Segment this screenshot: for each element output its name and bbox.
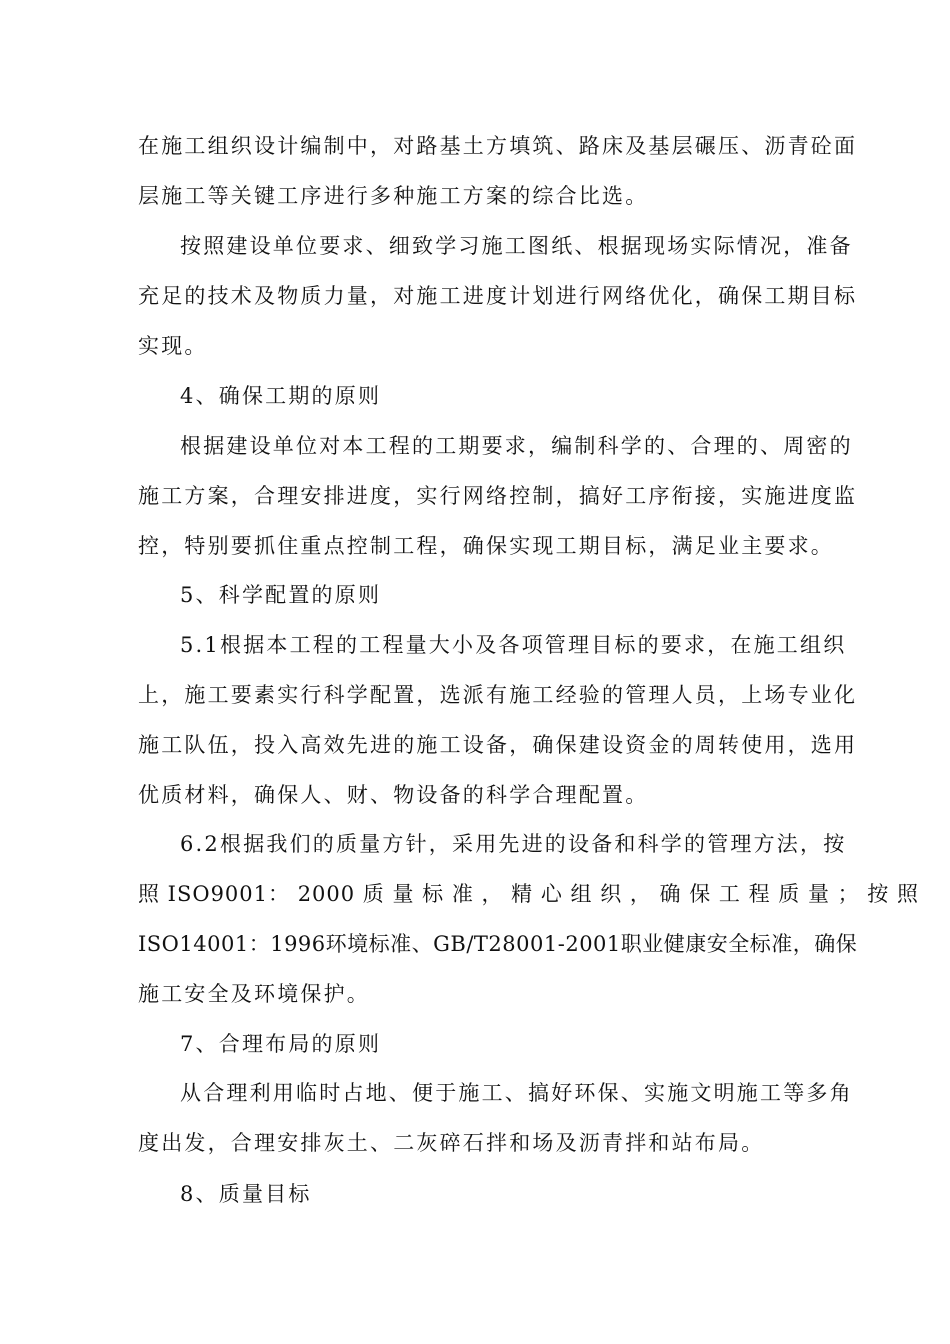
paragraph-line: 施工队伍，投入高效先进的施工设备，确保建设资金的周转使用，选用 (138, 733, 858, 757)
paragraph-line: 层施工等关键工序进行多种施工方案的综合比选。 (138, 184, 649, 208)
section-heading: 7、合理布局的原则 (180, 1032, 382, 1056)
paragraph-line: 施工方案，合理安排进度，实行网络控制，搞好工序衔接，实施进度监 (138, 484, 858, 508)
section-heading: 4、确保工期的原则 (180, 384, 382, 408)
paragraph-line: 6.2根据我们的质量方针，采用先进的设备和科学的管理方法，按 (180, 832, 847, 856)
paragraph-line: 度出发，合理安排灰土、二灰碎石拌和场及沥青拌和站布局。 (138, 1131, 765, 1155)
paragraph-line: 上，施工要素实行科学配置，选派有施工经验的管理人员，上场专业化 (138, 683, 858, 707)
paragraph-line: 在施工组织设计编制中，对路基土方填筑、路床及基层碾压、沥青砼面 (138, 134, 858, 158)
paragraph-line: 照 ISO9001： 2000 质 量 标 准 ， 精 心 组 织 ， 确 保 工 程 质 量 ； 按 照 (138, 882, 919, 906)
paragraph-line: ISO14001：1996环境标准、GB/T28001-2001职业健康安全标准，确保 (138, 932, 858, 956)
paragraph-line: 实现。 (138, 334, 208, 358)
paragraph-line: 根据建设单位对本工程的工期要求，编制科学的、合理的、周密的 (180, 434, 853, 458)
paragraph-line: 优质材料，确保人、财、物设备的科学合理配置。 (138, 783, 649, 807)
section-heading: 5、科学配置的原则 (180, 583, 382, 607)
paragraph-line: 施工安全及环境保护。 (138, 982, 370, 1006)
paragraph-line: 充足的技术及物质力量，对施工进度计划进行网络优化，确保工期目标 (138, 284, 858, 308)
section-heading: 8、质量目标 (180, 1182, 312, 1206)
paragraph-line: 控，特别要抓住重点控制工程，确保实现工期目标，满足业主要求。 (138, 534, 834, 558)
paragraph-line: 5.1根据本工程的工程量大小及各项管理目标的要求，在施工组织 (180, 633, 847, 657)
paragraph-line: 按照建设单位要求、细致学习施工图纸、根据现场实际情况，准备 (180, 234, 853, 258)
paragraph-line: 从合理利用临时占地、便于施工、搞好环保、实施文明施工等多角 (180, 1081, 853, 1105)
